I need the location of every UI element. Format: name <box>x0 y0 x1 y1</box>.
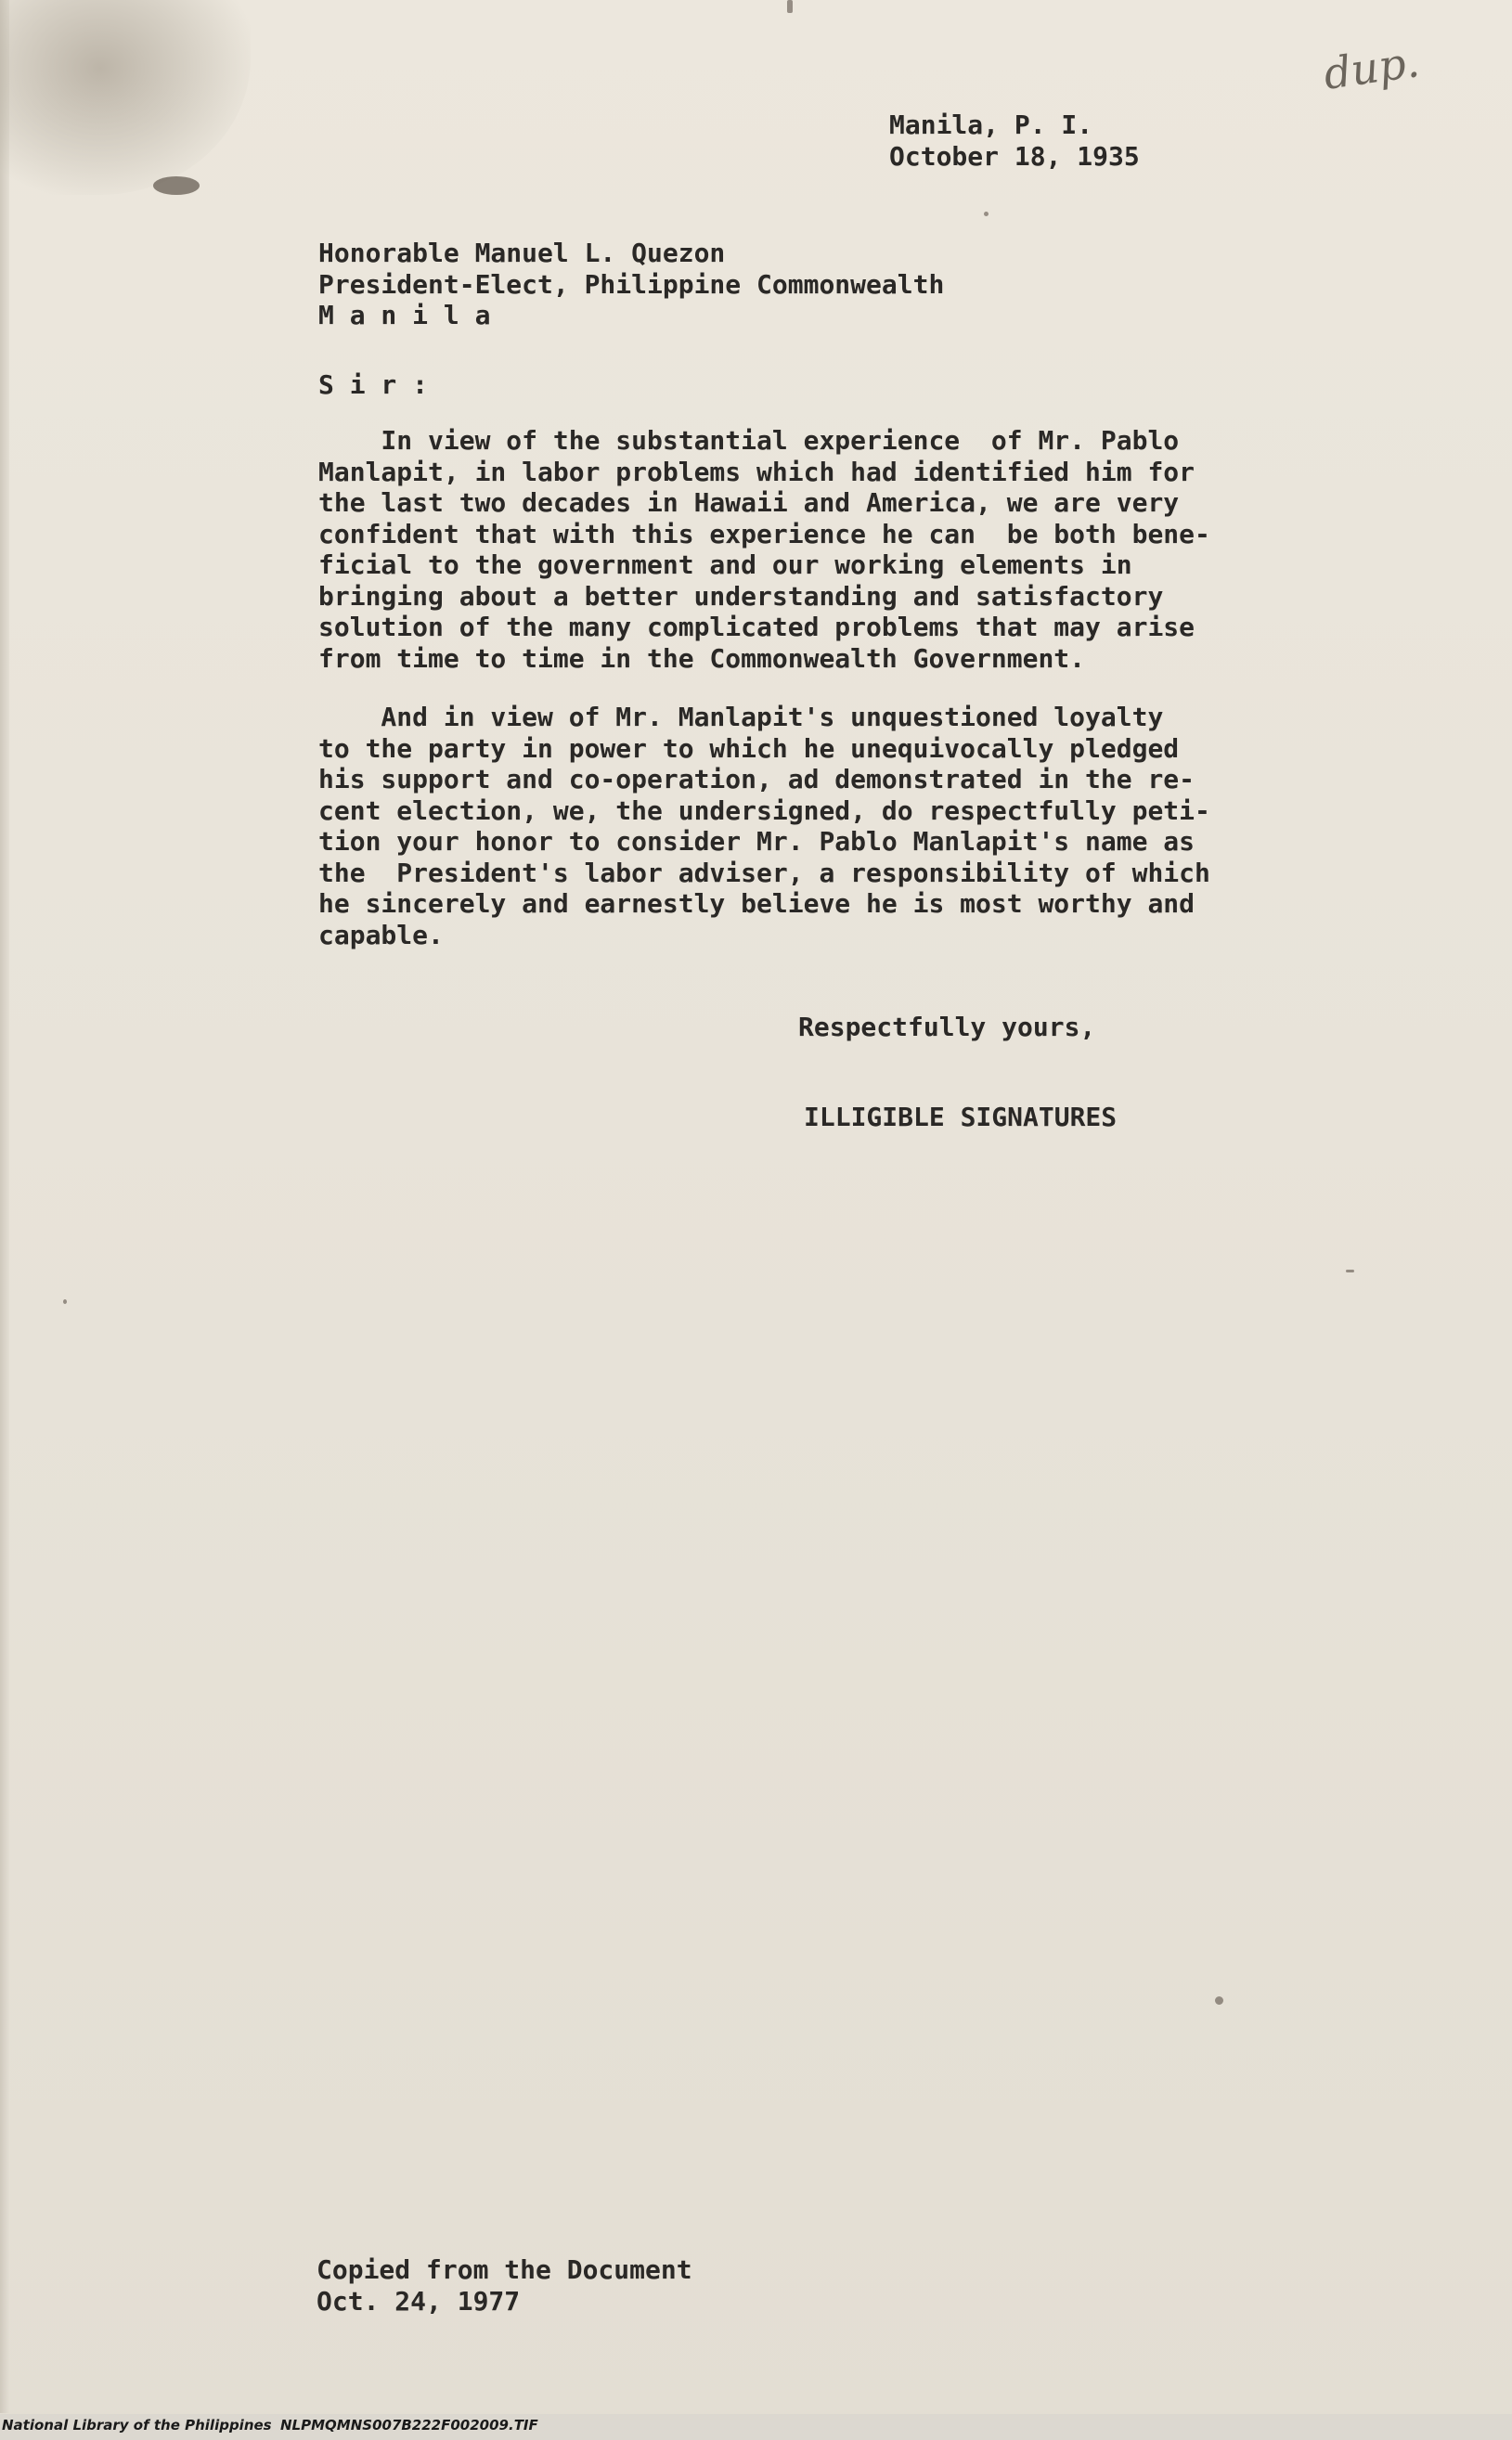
water-stain <box>0 0 251 195</box>
dateline-place: Manila, P. I. <box>889 110 1093 140</box>
recipient-city: M a n i l a <box>318 300 491 330</box>
paper-speck <box>984 212 989 216</box>
scan-edge <box>0 0 9 2413</box>
text-line: tion your honor to consider Mr. Pablo Manlapit's name as <box>318 826 1195 857</box>
text-line: the President's labor adviser, a responsibility of which <box>318 857 1210 888</box>
paper-speck <box>1346 1270 1354 1272</box>
handwritten-annotation: dup. <box>1320 36 1423 99</box>
closing: Respectfully yours, <box>798 1012 1096 1042</box>
paper-speck <box>1215 1996 1223 2005</box>
text-line: to the party in power to which he unequivocally pledged <box>318 732 1180 764</box>
paper-speck <box>63 1299 67 1304</box>
copy-note-text: Copied from the Document <box>317 2254 692 2285</box>
text-line: solution of the many complicated problems that may arise <box>318 612 1195 642</box>
text-line: And in view of Mr. Manlapit's unquestioned loyalty <box>318 702 1164 732</box>
text-line: he sincerely and earnestly believe he is most worthy and <box>318 888 1195 919</box>
text-line: from time to time in the Commonwealth Government. <box>318 642 1086 674</box>
salutation: S i r : <box>318 369 429 400</box>
library-credit: National Library of the Philippines <box>2 2417 272 2434</box>
text-line: his support and co-operation, ad demonstrated in the re- <box>318 764 1195 794</box>
file-identifier: NLPMQMNS007B222F002009.TIF <box>280 2417 538 2434</box>
recipient-address <box>318 238 944 331</box>
signature-block: ILLIGIBLE SIGNATURES <box>804 1102 1118 1132</box>
body-paragraph-2 <box>318 702 1210 950</box>
recipient-title: President-Elect, Philippine Commonwealth <box>318 268 945 300</box>
dateline-date: October 18, 1935 <box>889 140 1140 172</box>
text-line: In view of the substantial experience of Mr. Pablo <box>318 425 1180 456</box>
recipient-name: Honorable Manuel L. Quezon <box>318 238 726 268</box>
copy-note <box>317 2254 692 2317</box>
body-paragraph-1 <box>318 425 1210 674</box>
stain-mark <box>153 176 200 195</box>
copy-note-date: Oct. 24, 1977 <box>317 2285 521 2317</box>
dateline <box>889 110 1140 172</box>
text-line: ficial to the government and our working elements in <box>318 549 1132 580</box>
text-line: capable. <box>318 919 444 950</box>
text-line: cent election, we, the undersigned, do respectfully peti- <box>318 794 1210 826</box>
text-line: Manlapit, in labor problems which had identified him for <box>318 456 1195 487</box>
text-line: bringing about a better understanding and satisfactory <box>318 580 1164 612</box>
text-line: the last two decades in Hawaii and America, we are very <box>318 487 1180 518</box>
text-line: confident that with this experience he can be both bene- <box>318 518 1210 549</box>
paper-speck <box>787 0 793 13</box>
